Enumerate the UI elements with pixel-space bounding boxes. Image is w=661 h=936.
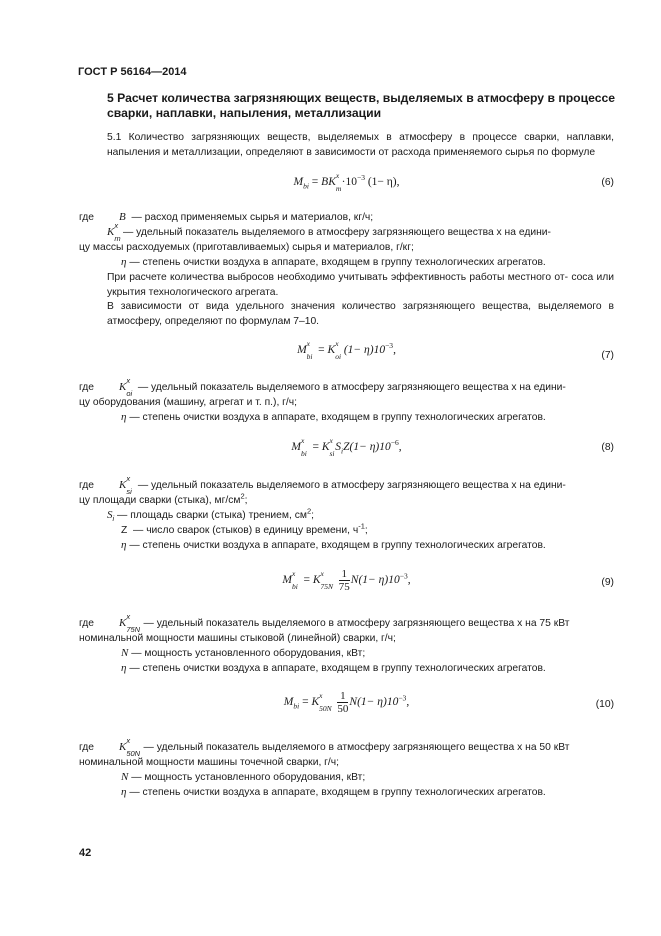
sup-x: x — [320, 569, 324, 579]
where-label: где — [79, 212, 95, 223]
def-Koi-text-1: — удельный показатель выделяемого в атмосферу загрязняющего вещества x на едини- — [137, 382, 566, 393]
sym-K: K — [119, 741, 127, 753]
sub-bi: bi — [306, 352, 313, 361]
formula-9-expression — [79, 568, 614, 593]
sym-M: M — [283, 696, 294, 709]
def-Z-text: — число сварок (стыков) в единицу времени, ч — [133, 525, 359, 536]
fraction-1-75 — [339, 568, 350, 593]
sub-bi: bi — [292, 582, 298, 592]
sub-oi: oi — [126, 389, 133, 398]
paragraph-5-1 — [79, 130, 614, 160]
sup-minus3: −3 — [356, 173, 365, 183]
sym-N: N — [121, 771, 129, 783]
frac-numerator: 1 — [339, 568, 350, 581]
sym-eta: η — [121, 786, 127, 798]
def-eta-9-text: — степень очистки воздуха в аппарате, входящем в группу технологических агрегатов. — [129, 663, 546, 674]
sym-comma: , — [406, 696, 410, 709]
def-B-text: — расход применяемых сырья и материалов, кг/ч; — [131, 212, 374, 223]
definitions-8 — [79, 474, 614, 553]
sym-eq: = — [302, 696, 309, 709]
def-N-9-text: — мощность установленного оборудования, кВт; — [131, 648, 366, 659]
sup-minus6: −6 — [390, 438, 399, 448]
km-indices — [114, 221, 121, 243]
sym-comma: , — [398, 441, 402, 453]
sym-eq: = — [318, 344, 325, 356]
sym-K: K — [119, 617, 127, 629]
sub-oi: oi — [335, 352, 342, 361]
sup-x: x — [335, 339, 339, 348]
sub-75N: 75N — [320, 582, 334, 592]
definitions-10 — [79, 736, 614, 800]
frac-denominator: 75 — [338, 581, 350, 593]
sym-eq: = — [303, 574, 310, 587]
sym-Z: Z — [121, 525, 128, 536]
sym-times-10: ·10 — [341, 176, 357, 188]
sym-B: B — [119, 211, 126, 223]
sym-eq: = — [311, 176, 319, 188]
k-indices — [126, 474, 135, 496]
definitions-9 — [79, 612, 614, 676]
sup-x: x — [319, 691, 323, 701]
sub-50N: 50N — [319, 704, 332, 714]
sup-x: x — [306, 339, 310, 348]
formula-8 — [79, 436, 614, 460]
km-indices — [335, 171, 342, 193]
sup-x: x — [126, 474, 131, 483]
page-number: 42 — [79, 847, 92, 859]
def-eta-8-text: — степень очистки воздуха в аппарате, входящем в группу технологических агрегатов. — [129, 540, 546, 551]
formula-10 — [79, 690, 614, 724]
paragraph-formulas-7-10-text: В зависимости от вида удельного значения количество загрязняющего вещества, выделяемого в атмосферу, определяют по формулам 7–10. — [107, 301, 614, 327]
formula-7-number: (7) — [601, 350, 614, 361]
frac-denominator: 50 — [337, 703, 349, 715]
paragraph-local-exhaust — [79, 270, 614, 300]
sym-K: K — [328, 176, 336, 188]
sym-eta: η — [121, 256, 127, 268]
sub-si: si — [126, 487, 132, 496]
sup-x: x — [300, 436, 305, 445]
k-indices — [126, 612, 141, 634]
sup-minus3: −3 — [385, 341, 394, 351]
formula-7-tail: (1− η)10 — [343, 344, 386, 356]
sym-eta: η — [121, 539, 127, 551]
def-K50N-text-1: — удельный показатель выделяемого в атмосферу загрязняющего вещества x на 50 кВт — [143, 742, 570, 753]
sym-K: K — [311, 696, 320, 709]
section-title: 5 Расчет количества загрязняющих веществ, выделяемых в атмосферу в процессе сварки, наплавки, напыления, металлизации — [107, 91, 616, 120]
sup-x: x — [335, 171, 340, 180]
def-Ksi-cont — [79, 493, 614, 508]
formula-8-number: (8) — [601, 442, 614, 453]
sup-x: x — [126, 612, 131, 621]
def-Km-text-2: цу массы расходуемых (приготавливаемых) сырья и материалов, г/кг; — [79, 242, 414, 253]
def-Koi-cont — [79, 395, 614, 410]
sym-M: M — [297, 344, 307, 356]
def-Km-text-1: — удельный показатель выделяемого в атмосферу загрязняющего вещества x на едини- — [122, 227, 551, 238]
sym-S: S — [335, 441, 342, 453]
sym-comma: , — [393, 344, 396, 356]
k-indices — [319, 691, 333, 714]
where-label: где — [79, 742, 95, 753]
formula-6-number: (6) — [601, 177, 614, 188]
def-K75N-cont — [79, 631, 614, 646]
sym-K: K — [321, 441, 330, 453]
fraction-1-50 — [337, 690, 348, 715]
sup-2: 2 — [240, 491, 245, 501]
paragraph-5-1-text: 5.1 Количество загрязняющих веществ, выделяемых в атмосферу в процессе сварки, наплавки, напыления и металлизации, определяют в зависимости от расхода применяемого сырья по формуле — [107, 132, 614, 158]
sym-eq: = — [312, 441, 319, 453]
sub-m: m — [335, 184, 342, 193]
formula-6 — [79, 171, 614, 195]
def-eta-7-text: — степень очистки воздуха в аппарате, входящем в группу технологических агрегатов. — [129, 412, 546, 423]
sup-x: x — [292, 569, 296, 579]
sym-K: K — [107, 226, 115, 238]
paragraph-formulas-7-10 — [79, 299, 614, 329]
sub-m: m — [114, 234, 121, 243]
sym-comma: , — [407, 574, 411, 587]
sub-bi: bi — [293, 701, 300, 711]
where-label: где — [79, 618, 95, 629]
semicolon: ; — [364, 525, 368, 536]
formula-10-tail: N(1− η)10 — [349, 696, 399, 709]
formula-9 — [79, 568, 614, 602]
sup-2: 2 — [306, 506, 312, 516]
def-Koi-text-2: цу оборудования (машину, агрегат и т. п.), г/ч; — [79, 397, 298, 408]
formula-8-tail: Z(1− η)10 — [343, 441, 391, 453]
def-eta-6-text: — степень очистки воздуха в аппарате, входящем в группу технологических агрегатов. — [129, 257, 546, 268]
where-label: где — [79, 382, 95, 393]
sym-S: S — [107, 509, 113, 521]
where-label: где — [79, 480, 95, 491]
frac-numerator: 1 — [337, 690, 348, 703]
sub-i: i — [341, 446, 344, 456]
formula-7-expression — [79, 339, 614, 361]
k-indices — [126, 376, 135, 398]
def-K50N-cont — [79, 755, 614, 770]
def-Ksi-text-1: — удельный показатель выделяемого в атмосферу загрязняющего вещества x на едини- — [137, 480, 566, 491]
document-code: ГОСТ Р 56164—2014 — [78, 66, 187, 78]
semicolon: ; — [311, 510, 314, 521]
k-indices — [126, 736, 141, 758]
sup-x: x — [114, 221, 119, 230]
def-K75N-text-2: номинальной мощности машины стыковой (линейной) сварки, г/ч; — [79, 633, 396, 644]
sup-x: x — [126, 736, 131, 745]
formula-9-number: (9) — [601, 577, 614, 588]
sym-N: N — [121, 647, 129, 659]
m-indices — [292, 569, 301, 592]
sub-bi: bi — [300, 449, 307, 458]
k-indices — [320, 569, 335, 592]
def-Km-cont — [79, 240, 614, 255]
def-eta-10-text: — степень очистки воздуха в аппарате, входящем в группу технологических агрегатов. — [129, 787, 546, 798]
sub-i: i — [112, 514, 115, 524]
sym-M: M — [291, 441, 301, 453]
formula-8-expression — [79, 436, 614, 458]
formula-7 — [79, 339, 614, 363]
sym-M: M — [293, 176, 304, 188]
semicolon: ; — [244, 495, 248, 506]
def-N-10-text: — мощность установленного оборудования, кВт; — [131, 772, 366, 783]
m-indices — [306, 339, 316, 361]
sub-bi: bi — [303, 181, 309, 191]
sym-K: K — [119, 381, 127, 393]
def-K50N-text-2: номинальной мощности машины точечной сварки, г/ч; — [79, 757, 340, 768]
formula-6-expression — [79, 171, 614, 193]
sup-x: x — [126, 376, 131, 385]
sym-K: K — [327, 344, 336, 356]
m-indices — [300, 436, 310, 458]
sub-50N: 50N — [126, 749, 141, 758]
formula-10-number: (10) — [595, 699, 614, 710]
paragraph-local-exhaust-text: При расчете количества выбросов необходимо учитывать эффективность работы местного от- соса или укрытия технологического агрегата. — [107, 272, 614, 298]
k-indices — [329, 436, 336, 458]
k-indices — [335, 339, 344, 361]
sym-eta: η — [121, 411, 127, 423]
formula-9-tail: N(1− η)10 — [350, 574, 400, 587]
sup-minus1: -1 — [358, 521, 365, 531]
formula-6-tail: (1− η), — [367, 176, 400, 188]
def-K75N-text-1: — удельный показатель выделяемого в атмосферу загрязняющего вещества x на 75 кВт — [143, 618, 570, 629]
definitions-6 — [79, 210, 614, 270]
sup-minus3: −3 — [399, 571, 408, 581]
sup-x: x — [329, 436, 333, 445]
def-Ksi-text-2: цу площади сварки (стыка), мг/см — [79, 495, 241, 506]
definitions-7 — [79, 376, 614, 425]
sym-M: M — [282, 574, 292, 587]
formula-10-expression — [79, 690, 614, 715]
sym-B: B — [321, 176, 329, 188]
sym-eta: η — [121, 662, 127, 674]
sym-K: K — [312, 574, 321, 587]
def-Si-text: — площадь сварки (стыка) трением, см — [117, 510, 307, 521]
sup-minus3: −3 — [398, 693, 407, 703]
sub-si: si — [329, 449, 335, 458]
sub-75N: 75N — [126, 625, 141, 634]
sym-K: K — [119, 479, 127, 491]
